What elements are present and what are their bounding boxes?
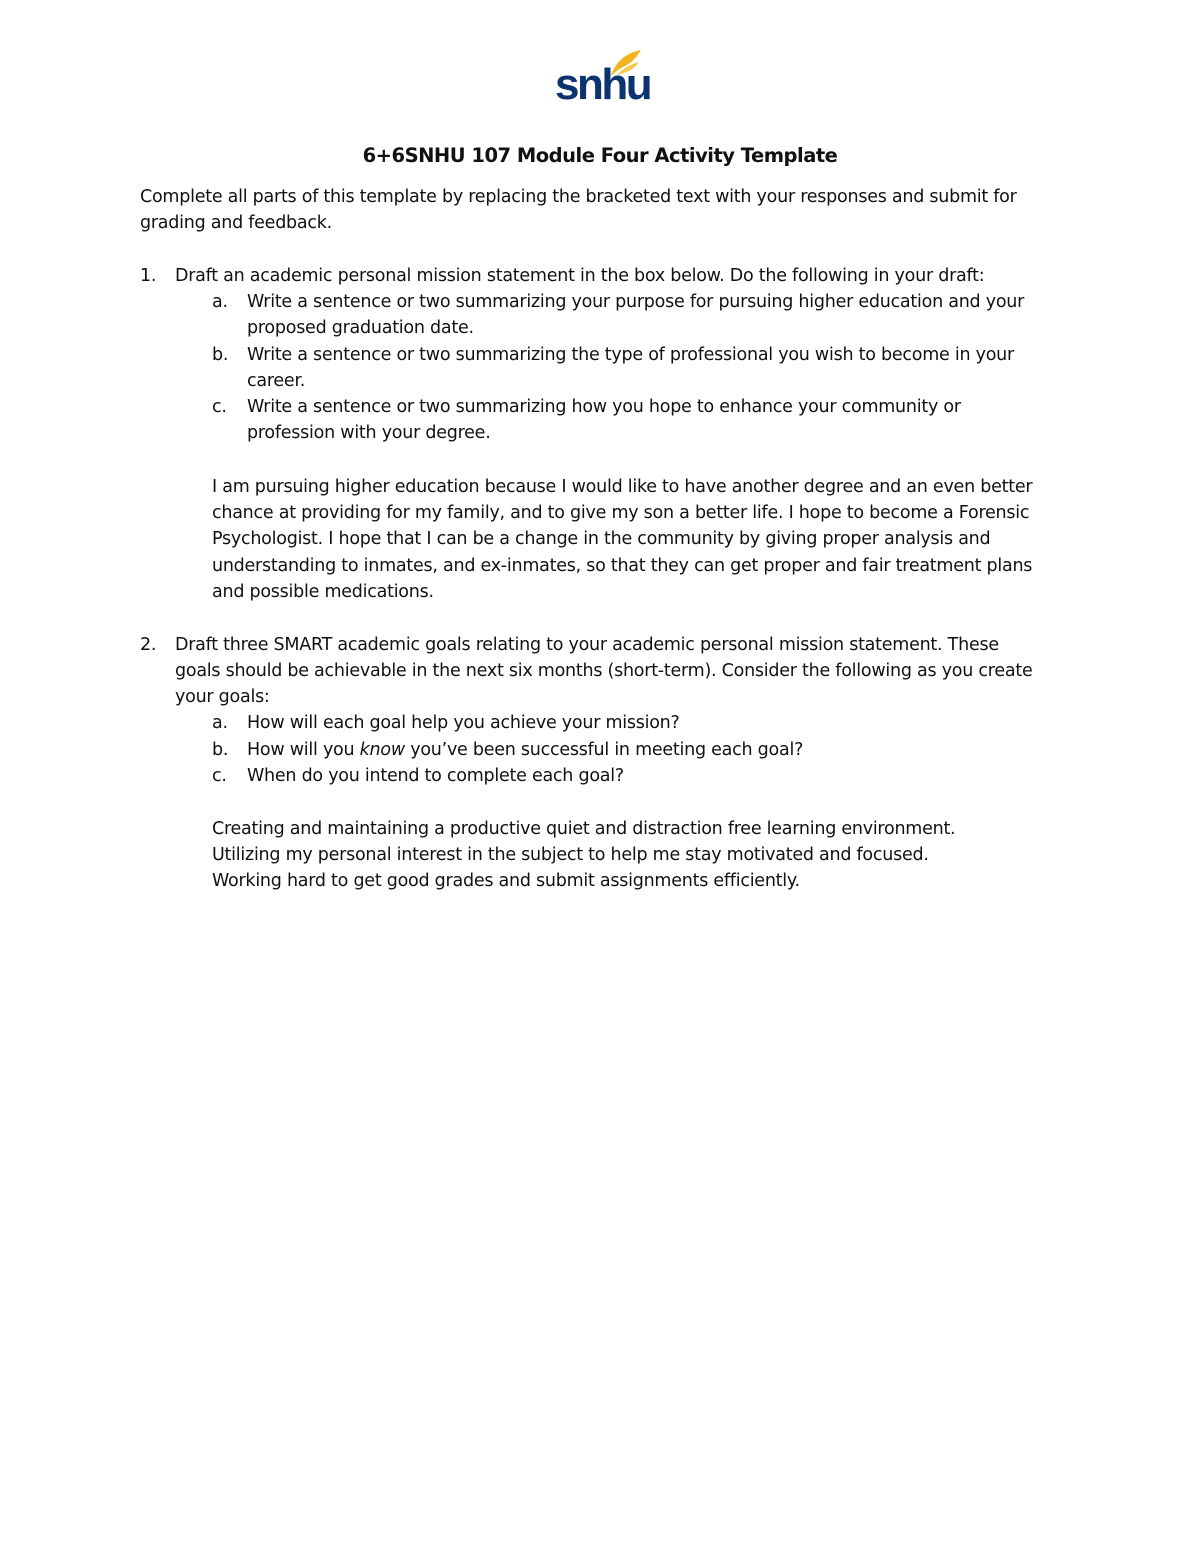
subitem-letter: b. bbox=[212, 740, 229, 760]
subitem-line: When do you intend to complete each goal? bbox=[247, 766, 624, 786]
subitem-text bbox=[247, 737, 1062, 763]
subitem-letter: c. bbox=[212, 766, 227, 786]
snhu-logo bbox=[553, 48, 651, 110]
question-line: your goals: bbox=[175, 687, 270, 708]
subitem-text bbox=[247, 289, 1062, 341]
subitem-line: career. bbox=[247, 371, 306, 392]
subitem-line: profession with your degree. bbox=[247, 423, 491, 444]
subitem-text bbox=[247, 763, 1062, 789]
answer-1 bbox=[212, 474, 1072, 605]
answer-line: Working hard to get good grades and submit assignments efficiently. bbox=[212, 871, 800, 892]
subitem-text-after: you’ve been successful in meeting each goal? bbox=[404, 740, 804, 760]
subitem-line: Write a sentence or two summarizing how you hope to enhance your community or bbox=[247, 397, 961, 417]
subitem-line bbox=[247, 737, 1062, 763]
answer-line: chance at providing for my family, and to give my son a better life. I hope to become a Forensic bbox=[212, 503, 1030, 524]
subitem-line: Write a sentence or two summarizing the type of professional you wish to become in your bbox=[247, 345, 1014, 365]
subitem-line: Write a sentence or two summarizing your purpose for pursuing higher education and your bbox=[247, 292, 1025, 312]
answer-line: understanding to inmates, and ex-inmates, so that they can get proper and fair treatment plans bbox=[212, 555, 1033, 576]
answer-line: Utilizing my personal interest in the subject to help me stay motivated and focused. bbox=[212, 845, 929, 866]
question-text bbox=[175, 632, 1065, 711]
subitem-line: proposed graduation date. bbox=[247, 318, 474, 339]
question-text bbox=[175, 263, 1065, 289]
subitem-text bbox=[247, 710, 1062, 736]
intro-line: grading and feedback. bbox=[140, 213, 332, 234]
question-number: 2. bbox=[140, 635, 157, 655]
subitem-text-before: How will you bbox=[247, 740, 360, 760]
document-title: 6+6SNHU 107 Module Four Activity Template bbox=[362, 144, 838, 167]
answer-line: Creating and maintaining a productive quiet and distraction free learning environment. bbox=[212, 819, 956, 839]
answer-line: and possible medications. bbox=[212, 581, 434, 602]
answer-line: I am pursuing higher education because I would like to have another degree and an even better bbox=[212, 477, 1033, 497]
subitem-emphasis: know bbox=[359, 740, 405, 760]
question-line: Draft an academic personal mission statement in the box below. Do the following in your draft: bbox=[175, 266, 985, 286]
subitem-line: How will each goal help you achieve your mission? bbox=[247, 713, 680, 733]
question-line: Draft three SMART academic goals relating to your academic personal mission statement. These bbox=[175, 635, 999, 655]
intro-line: Complete all parts of this template by replacing the bracketed text with your responses and submit for bbox=[140, 187, 1017, 207]
subitem-text bbox=[247, 342, 1062, 394]
subitem-letter: c. bbox=[212, 397, 227, 417]
logo-wordmark: snhu bbox=[555, 60, 651, 109]
intro-paragraph bbox=[140, 184, 1060, 236]
answer-line: Psychologist. I hope that I can be a change in the community by giving proper analysis and bbox=[212, 529, 991, 550]
answer-2 bbox=[212, 816, 1072, 895]
subitem-letter: b. bbox=[212, 345, 229, 365]
subitem-letter: a. bbox=[212, 292, 228, 312]
question-line: goals should be achievable in the next six months (short-term). Consider the following as you create bbox=[175, 661, 1033, 682]
subitem-letter: a. bbox=[212, 713, 228, 733]
question-number: 1. bbox=[140, 266, 157, 286]
subitem-text bbox=[247, 394, 1062, 446]
